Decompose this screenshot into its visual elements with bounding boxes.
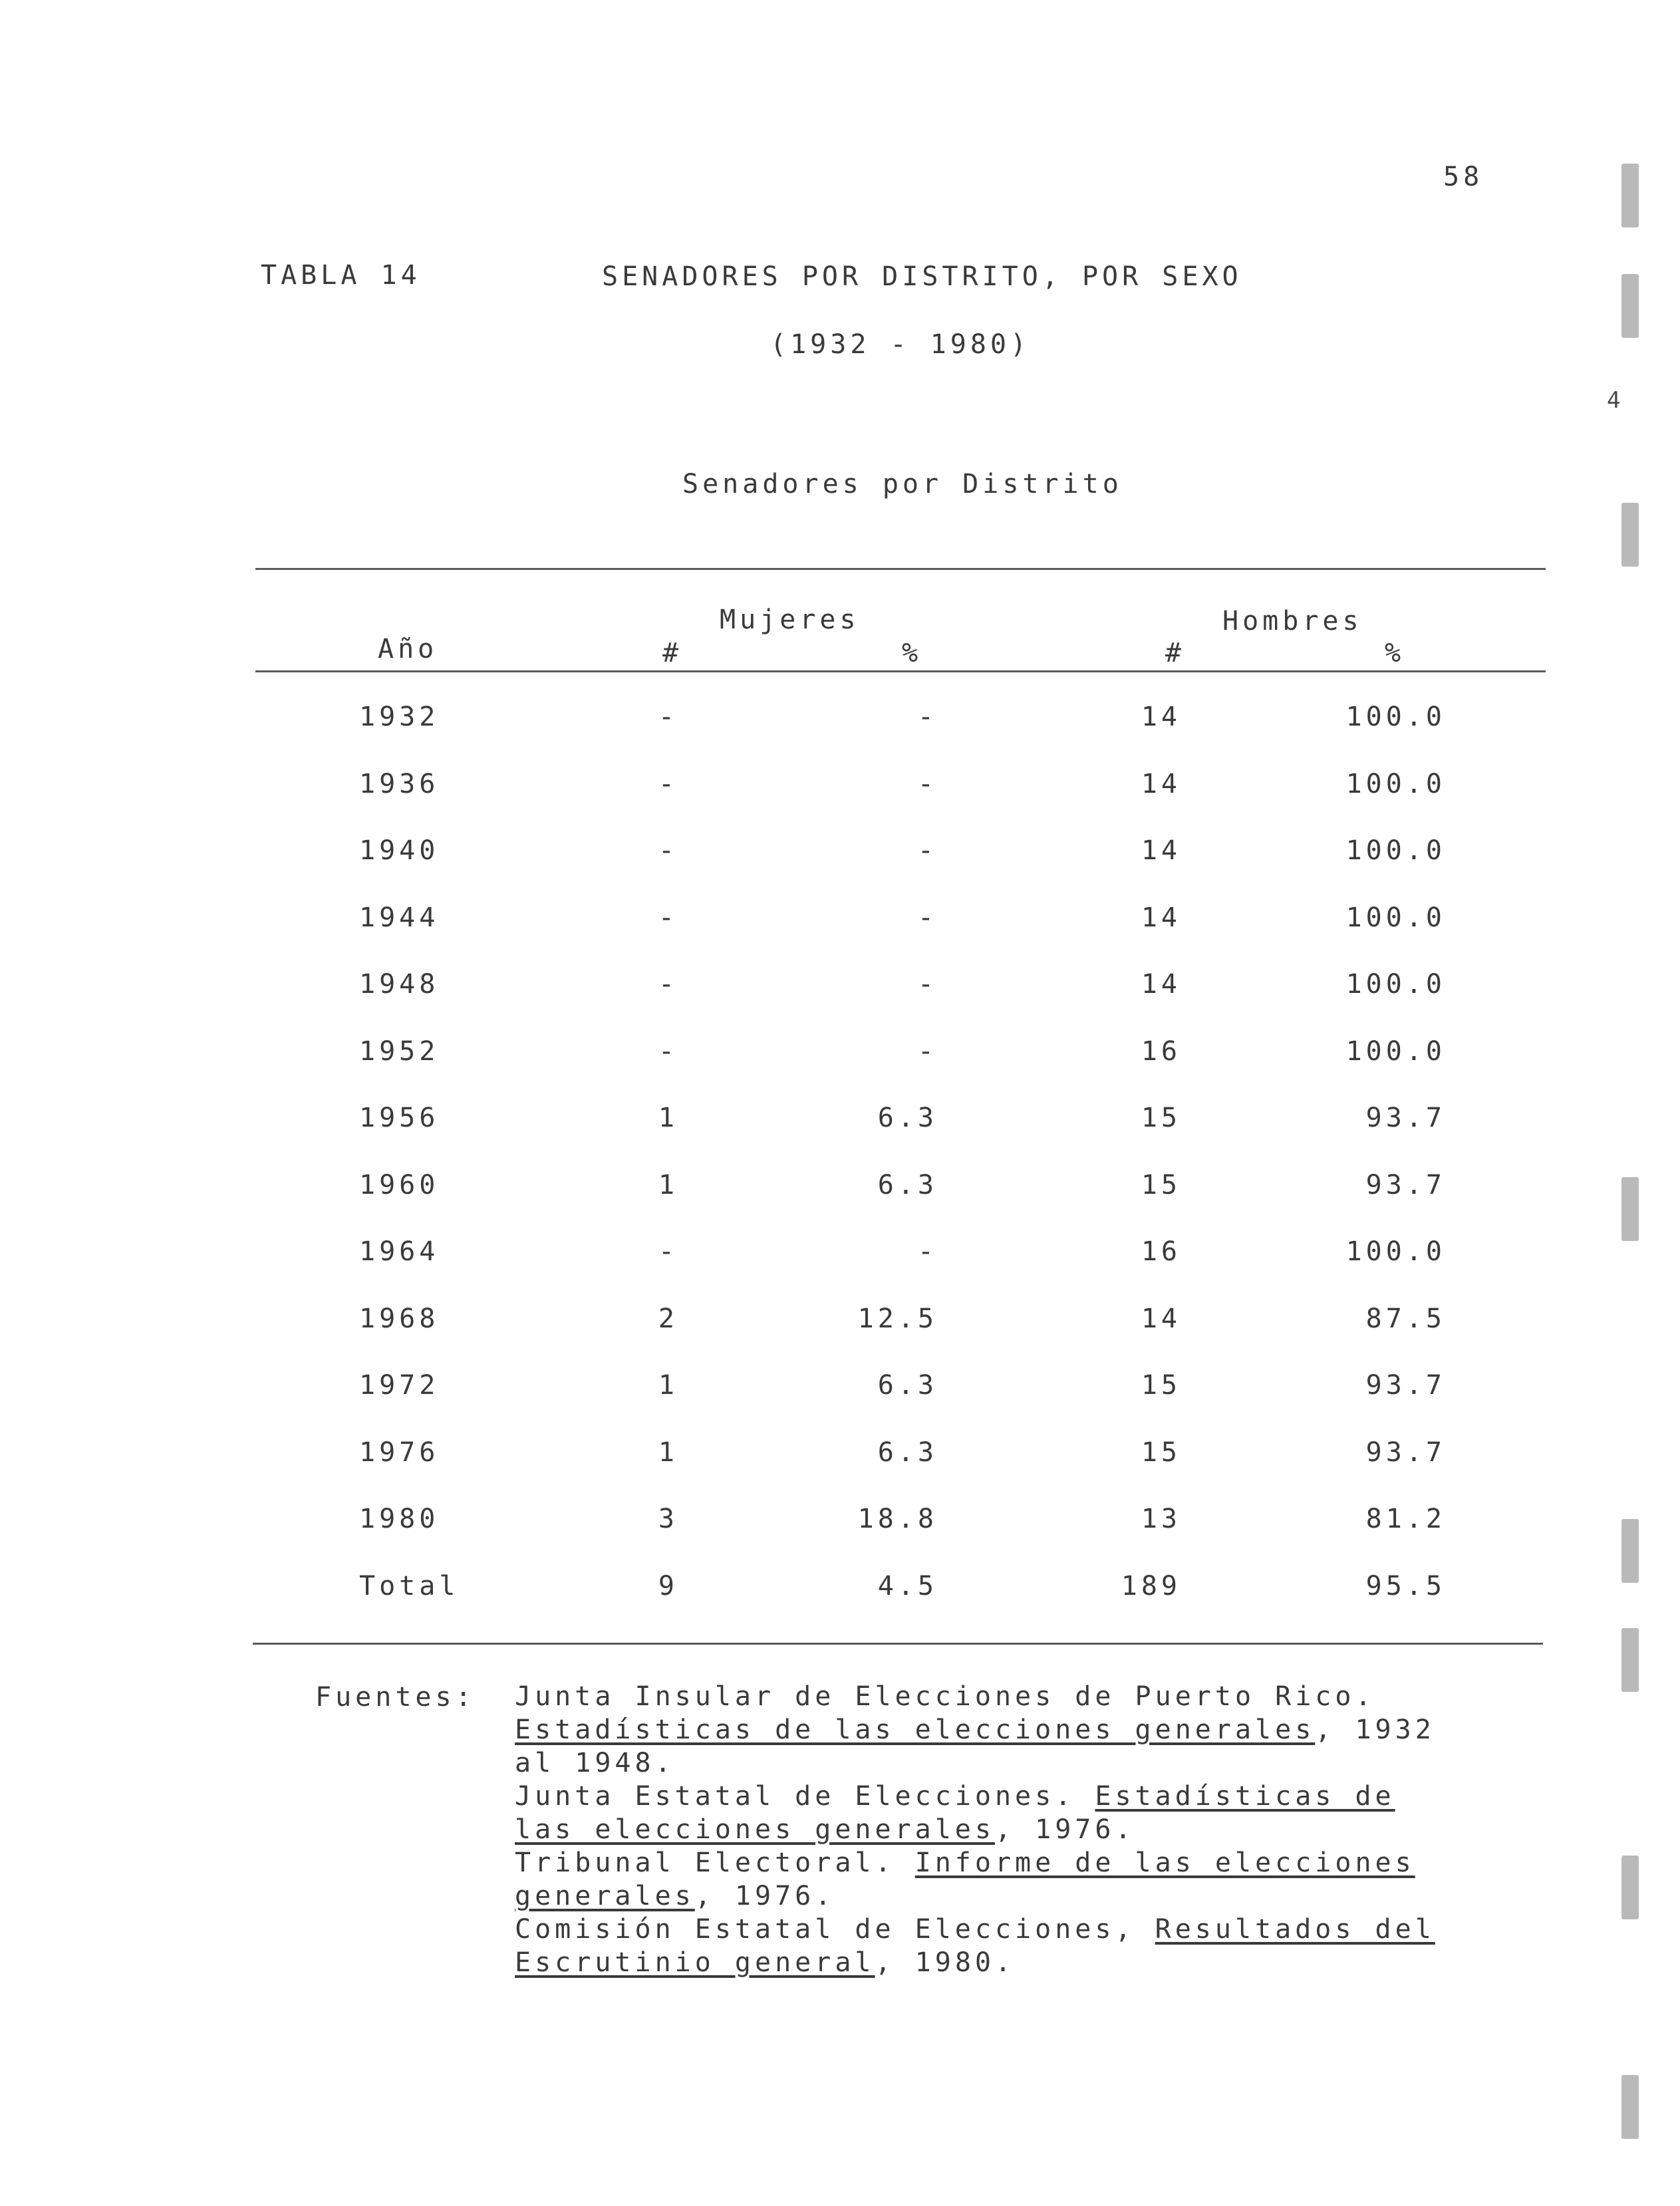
sources-list: [515, 1680, 1446, 1979]
cell-women-count: -: [658, 1236, 678, 1267]
source-2-year: , 1976.: [994, 1814, 1135, 1845]
cell-men-count: 14: [1141, 1304, 1181, 1334]
cell-year: 1956: [359, 1103, 440, 1133]
source-1-range: al 1948.: [515, 1748, 675, 1778]
cell-year: 1968: [359, 1304, 440, 1334]
cell-men-count: 14: [1141, 702, 1181, 732]
cell-men-percent: 100.0: [1345, 1036, 1446, 1067]
cell-men-percent: 100.0: [1345, 969, 1446, 1000]
table-period: (1932 - 1980): [770, 329, 1031, 360]
source-4-year: , 1980.: [875, 1947, 1016, 1978]
cell-women-percent: -: [917, 835, 938, 866]
source-1: [515, 1680, 1446, 1780]
cell-women-count: -: [658, 769, 678, 799]
source-2: [515, 1780, 1446, 1846]
cell-men-count: 14: [1141, 835, 1181, 866]
cell-women-count: -: [658, 902, 678, 933]
cell-year: 1980: [359, 1504, 440, 1534]
binder-mark: [1621, 1628, 1639, 1692]
cell-year: 1944: [359, 902, 440, 933]
table-subtitle: Senadores por Distrito: [682, 469, 1123, 499]
cell-men-percent: 87.5: [1365, 1304, 1446, 1334]
cell-men-count: 16: [1141, 1036, 1181, 1067]
cell-men-count: 14: [1141, 769, 1181, 799]
binder-mark: [1621, 1856, 1639, 1919]
source-1-publisher: Junta Insular de Elecciones de Puerto Rico.: [515, 1681, 1375, 1712]
cell-men-percent: 100.0: [1345, 769, 1446, 799]
cell-women-percent: 6.3: [877, 1103, 938, 1133]
cell-women-percent: 4.5: [877, 1571, 938, 1601]
binder-mark: [1621, 164, 1639, 227]
header-women: Mujeres: [720, 605, 860, 635]
cell-year: 1976: [359, 1437, 440, 1468]
header-women-percent: %: [902, 638, 922, 668]
cell-year: 1972: [359, 1370, 440, 1401]
cell-women-count: 9: [658, 1571, 678, 1601]
binder-mark: [1621, 503, 1639, 567]
cell-year: 1936: [359, 769, 440, 799]
cell-women-count: 1: [658, 1170, 678, 1200]
source-2-title-b: las elecciones generales: [515, 1814, 995, 1845]
table-label: TABLA 14: [261, 260, 421, 291]
cell-women-count: 1: [658, 1370, 678, 1401]
sources-label: Fuentes:: [315, 1682, 476, 1713]
cell-women-percent: 6.3: [877, 1370, 938, 1401]
cell-women-percent: 18.8: [857, 1504, 938, 1534]
cell-women-count: -: [658, 702, 678, 732]
source-4-title-a: Resultados del: [1155, 1914, 1435, 1945]
cell-women-percent: -: [917, 1036, 938, 1067]
cell-women-percent: -: [917, 769, 938, 799]
cell-men-percent: 93.7: [1365, 1370, 1446, 1401]
source-3-title-a: Informe de las elecciones: [914, 1848, 1415, 1878]
source-4-title-b: Escrutinio general: [515, 1947, 875, 1978]
cell-men-percent: 81.2: [1365, 1504, 1446, 1534]
cell-men-percent: 100.0: [1345, 902, 1446, 933]
cell-women-count: 1: [658, 1437, 678, 1468]
cell-year: 1960: [359, 1170, 440, 1200]
cell-year: 1948: [359, 969, 440, 1000]
header-men-percent: %: [1385, 638, 1405, 668]
cell-men-percent: 100.0: [1345, 835, 1446, 866]
header-rule: [255, 670, 1546, 672]
binder-mark: [1621, 274, 1639, 338]
cell-men-percent: 95.5: [1365, 1571, 1446, 1601]
cell-women-percent: -: [917, 1236, 938, 1267]
cell-men-count: 15: [1141, 1170, 1181, 1200]
source-2-title-a: Estadísticas de: [1095, 1781, 1395, 1812]
source-2-publisher: Junta Estatal de Elecciones.: [515, 1781, 1095, 1812]
cell-men-count: 15: [1141, 1370, 1181, 1401]
cell-year: 1932: [359, 702, 440, 732]
table-title: SENADORES POR DISTRITO, POR SEXO: [602, 261, 1242, 292]
cell-women-percent: 6.3: [877, 1170, 938, 1200]
cell-women-count: 3: [658, 1504, 678, 1534]
cell-men-count: 13: [1141, 1504, 1181, 1534]
source-3: [515, 1846, 1446, 1913]
cell-women-count: -: [658, 969, 678, 1000]
header-year: Año: [378, 634, 438, 664]
cell-women-percent: -: [917, 702, 938, 732]
binder-mark: [1621, 1519, 1639, 1583]
table-top-rule: [255, 568, 1546, 570]
cell-women-count: 1: [658, 1103, 678, 1133]
cell-men-count: 16: [1141, 1236, 1181, 1267]
source-3-title-b: generales: [515, 1881, 695, 1911]
cell-women-percent: 6.3: [877, 1437, 938, 1468]
cell-women-count: -: [658, 1036, 678, 1067]
margin-number: 4: [1607, 387, 1621, 414]
cell-men-count: 189: [1121, 1571, 1181, 1601]
header-men: Hombres: [1222, 606, 1363, 636]
binder-mark: [1621, 1177, 1639, 1241]
cell-men-percent: 93.7: [1365, 1103, 1446, 1133]
cell-men-count: 15: [1141, 1103, 1181, 1133]
cell-women-percent: 12.5: [857, 1304, 938, 1334]
header-women-count: #: [662, 638, 683, 668]
cell-women-percent: -: [917, 969, 938, 1000]
cell-women-count: 2: [658, 1304, 678, 1334]
header-men-count: #: [1165, 638, 1186, 668]
source-1-title: Estadísticas de las elecciones generales: [515, 1715, 1316, 1745]
cell-men-count: 14: [1141, 902, 1181, 933]
cell-year: Total: [359, 1571, 460, 1601]
cell-men-count: 15: [1141, 1437, 1181, 1468]
cell-men-percent: 93.7: [1365, 1437, 1446, 1468]
cell-year: 1940: [359, 835, 440, 866]
cell-men-percent: 100.0: [1345, 702, 1446, 732]
table-bottom-rule: [253, 1643, 1543, 1645]
source-1-year: , 1932: [1315, 1715, 1435, 1745]
binder-mark: [1621, 2075, 1639, 2139]
cell-men-percent: 100.0: [1345, 1236, 1446, 1267]
source-3-year: , 1976.: [694, 1881, 835, 1911]
cell-year: 1952: [359, 1036, 440, 1067]
cell-men-count: 14: [1141, 969, 1181, 1000]
source-3-publisher: Tribunal Electoral.: [515, 1848, 915, 1878]
page-number: 58: [1443, 162, 1484, 192]
source-4-publisher: Comisión Estatal de Elecciones,: [515, 1914, 1155, 1945]
cell-women-count: -: [658, 835, 678, 866]
cell-men-percent: 93.7: [1365, 1170, 1446, 1200]
cell-women-percent: -: [917, 902, 938, 933]
source-4: [515, 1913, 1446, 1979]
cell-year: 1964: [359, 1236, 440, 1267]
